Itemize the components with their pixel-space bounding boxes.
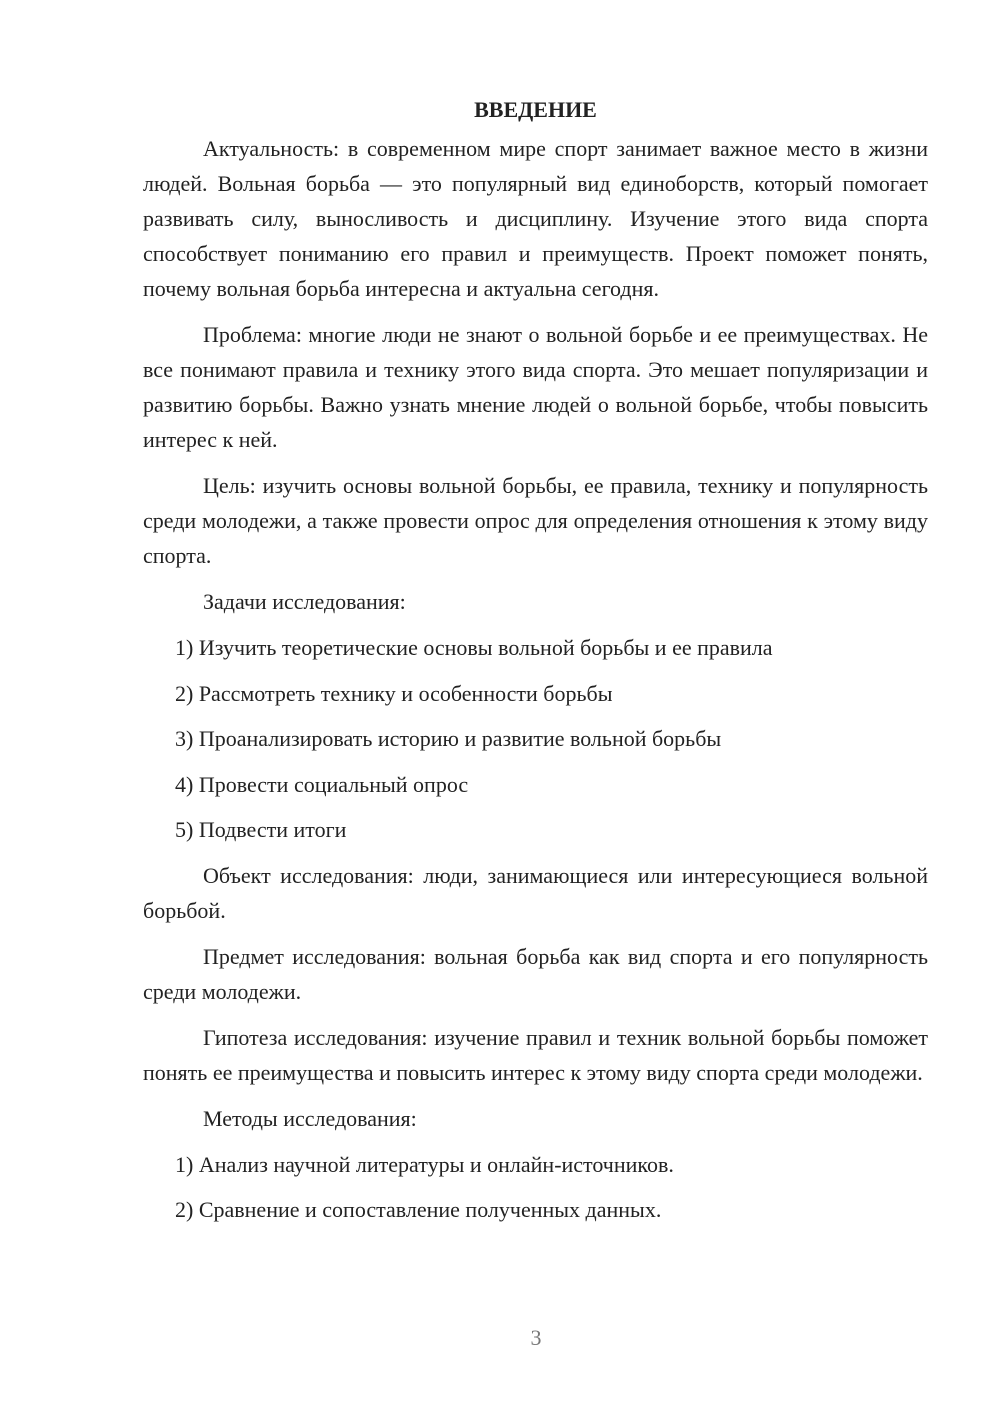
list-item: 2) Сравнение и сопоставление полученных данных. <box>175 1197 662 1222</box>
list-item: 5) Подвести итоги <box>175 817 347 842</box>
methods-list <box>143 1147 928 1228</box>
list-item: 4) Провести социальный опрос <box>175 771 469 797</box>
paragraph-goal: Цель: изучить основы вольной борьбы, ее правила, технику и популярность среди молодежи, а также провести опрос для определения отношения к этому виду спорта. <box>143 473 928 568</box>
methods-title: Методы исследования: <box>203 1105 417 1131</box>
list-item: 3) Проанализировать историю и развитие вольной борьбы <box>175 726 722 751</box>
tasks-list <box>143 630 928 847</box>
paragraph-hypothesis: Гипотеза исследования: изучение правил и техник вольной борьбы поможет понять ее преимущества и повысить интерес к этому виду спорта среди молодежи. <box>143 1024 928 1085</box>
document-page <box>143 92 928 1238</box>
section-heading: ВВЕДЕНИЕ <box>474 97 597 122</box>
paragraph-problem: Проблема: многие люди не знают о вольной борьбе и ее преимуществах. Не все понимают правила и технику этого вида спорта. Это мешает популяризации и развитию борьбы. Важно узнать мнение людей о вольной борьбе, чтобы повысить интерес к ней. <box>143 322 928 452</box>
paragraph-relevance: Актуальность: в современном мире спорт занимает важное место в жизни людей. Вольная борьба — это популярный вид единоборств, который помогает развивать силу, выносливость и дисциплину. Изучение этого вида спорта способствует пониманию его правил и преимуществ. Проект поможет понять, почему вольная борьба интересна и актуальна сегодня. <box>143 136 928 301</box>
tasks-title: Задачи исследования: <box>203 589 406 614</box>
paragraph-object: Объект исследования: люди, занимающиеся или интересующиеся вольной борьбой. <box>143 862 928 923</box>
list-item: 2) Рассмотреть технику и особенности борьбы <box>175 680 613 706</box>
page-number: 3 <box>530 1325 542 1350</box>
list-item: 1) Анализ научной литературы и онлайн-источников. <box>175 1151 674 1177</box>
paragraph-subject: Предмет исследования: вольная борьба как вид спорта и его популярность среди молодежи. <box>143 943 928 1004</box>
list-item: 1) Изучить теоретические основы вольной борьбы и ее правила <box>175 635 773 660</box>
